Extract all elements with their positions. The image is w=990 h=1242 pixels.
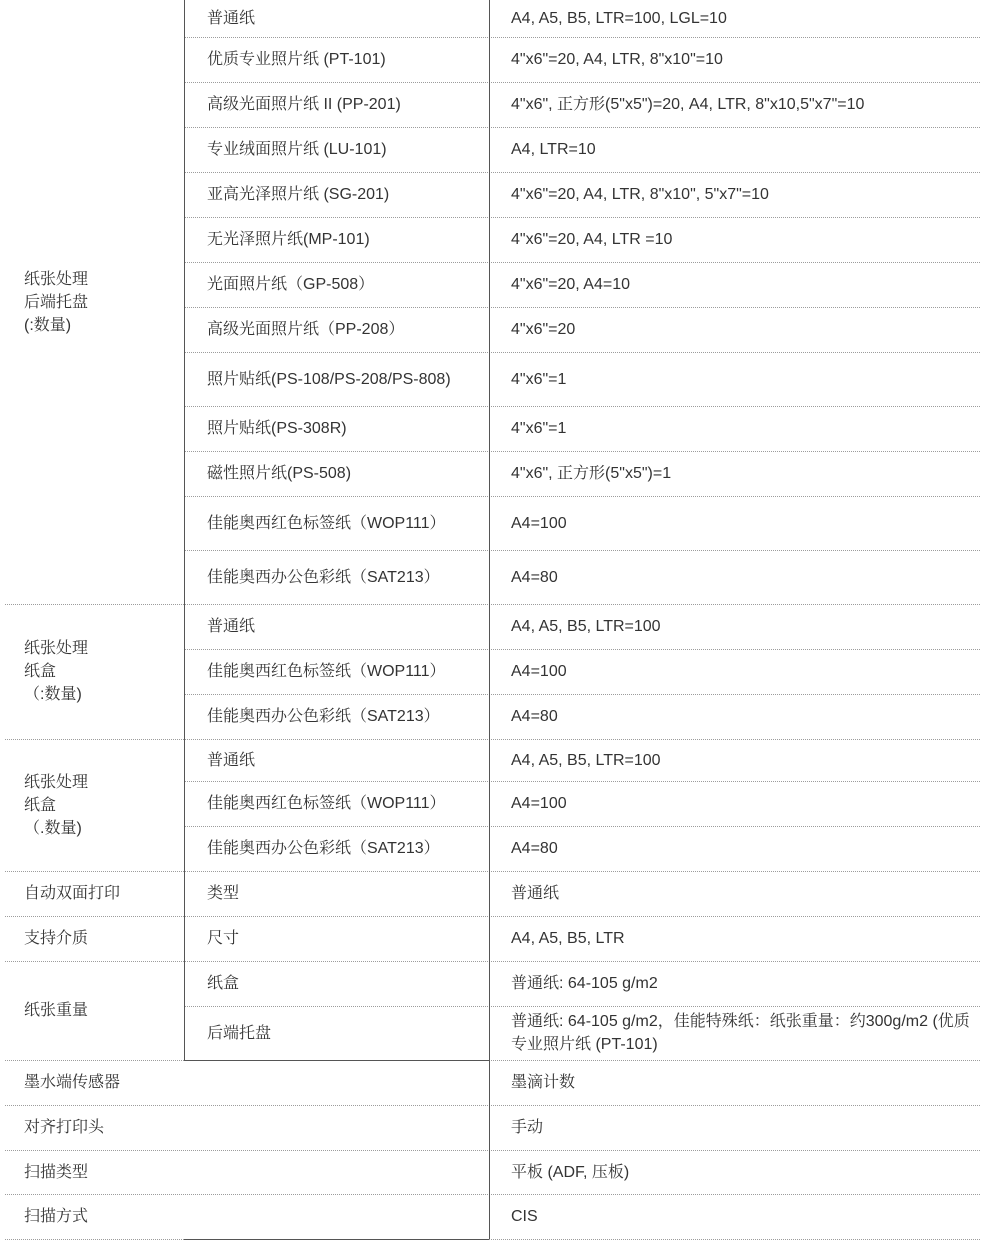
value-cell — [489, 82, 980, 127]
group-label-line: 纸张处理 — [24, 270, 89, 288]
item-cell — [184, 82, 489, 127]
item-cell-text: 佳能奥西办公色彩纸（SAT213） — [207, 708, 440, 725]
group-label-line: 支持介质 — [24, 930, 89, 947]
value-cell-text: A4=100 — [511, 514, 567, 532]
item-cell-text: 后端托盘 — [207, 1024, 272, 1042]
item-cell-text: 佳能奥西红色标签纸（WOP111） — [207, 795, 446, 812]
item-cell-text: 照片贴纸(PS-308R) — [207, 420, 347, 437]
item-cell — [184, 262, 489, 307]
value-cell — [489, 1105, 980, 1150]
value-cell — [489, 37, 980, 82]
col-divider — [184, 604, 185, 739]
item-cell — [184, 451, 489, 496]
item-cell — [184, 871, 489, 916]
value-cell — [489, 550, 980, 604]
value-cell — [489, 739, 980, 781]
value-cell — [489, 1150, 980, 1194]
col-divider-main — [489, 0, 490, 1239]
value-cell — [489, 649, 980, 694]
item-cell-text: 佳能奥西红色标签纸（WOP111） — [207, 514, 446, 532]
value-cell — [489, 0, 980, 37]
item-cell — [184, 694, 489, 739]
item-cell — [184, 961, 489, 1006]
item-cell — [184, 172, 489, 217]
item-cell-text: 照片贴纸(PS-108/PS-208/PS-808) — [207, 370, 451, 388]
item-cell — [184, 916, 489, 961]
group-label-line: 自动双面打印 — [24, 885, 121, 902]
value-cell — [489, 781, 980, 826]
value-cell — [489, 217, 980, 262]
item-cell — [184, 781, 489, 826]
group-label-line: 纸张处理 — [24, 640, 89, 657]
col-divider — [184, 961, 185, 1060]
value-cell — [489, 127, 980, 172]
value-cell-text: A4=100 — [511, 795, 567, 812]
group-label-lines — [24, 882, 120, 905]
value-cell-text: 4"x6"=20, A4, LTR, 8"x10"=10 — [511, 51, 723, 68]
label-cell — [5, 1060, 489, 1105]
value-cell-text: A4, LTR=10 — [511, 141, 596, 158]
value-cell — [489, 871, 980, 916]
item-cell-text: 高级光面照片纸 II (PP-201) — [207, 96, 401, 113]
value-cell — [489, 406, 980, 451]
item-cell — [184, 37, 489, 82]
value-cell-text: 普通纸: 64-105 g/m2 — [511, 975, 658, 992]
group-label-line: （.数量) — [24, 819, 82, 837]
group-label-lines — [24, 999, 88, 1022]
col-divider — [184, 0, 185, 604]
value-cell-text: 4"x6"=20 — [511, 321, 576, 338]
value-cell-text: 4"x6", 正方形(5"x5")=1 — [511, 465, 672, 482]
item-cell — [184, 496, 489, 550]
value-cell-text: 普通纸: 64-105 g/m2，佳能特殊纸：纸张重量：约300g/m2 (优质专业照片纸 (PT-101) — [511, 1013, 970, 1053]
value-cell — [489, 961, 980, 1006]
value-cell-text: A4, A5, B5, LTR=100, LGL=10 — [511, 10, 727, 27]
value-cell-text: 4"x6"=1 — [511, 370, 567, 388]
item-cell-text: 普通纸 — [207, 10, 256, 27]
item-cell — [184, 739, 489, 781]
value-cell-text: A4=80 — [511, 840, 558, 857]
col-divider — [184, 739, 185, 871]
row-divider — [5, 1239, 980, 1240]
group-label — [5, 0, 184, 604]
value-cell-text: 普通纸 — [511, 885, 560, 902]
item-cell — [184, 217, 489, 262]
group-label-line: （:数量) — [24, 686, 82, 703]
col-divider — [184, 871, 185, 916]
label-cell-text: 扫描方式 — [24, 1208, 89, 1225]
item-cell — [184, 1006, 489, 1060]
item-cell — [184, 0, 489, 37]
value-cell-text: CIS — [511, 1208, 538, 1225]
group-label — [5, 961, 184, 1060]
item-cell-text: 普通纸 — [207, 751, 256, 769]
value-cell — [489, 352, 980, 406]
value-cell — [489, 496, 980, 550]
label-cell-text: 扫描类型 — [24, 1163, 89, 1181]
value-cell-text: A4, A5, B5, LTR=100 — [511, 751, 661, 769]
item-cell-text: 佳能奥西办公色彩纸（SAT213） — [207, 840, 440, 857]
label-cell — [5, 1105, 489, 1150]
item-cell — [184, 649, 489, 694]
item-cell-text: 光面照片纸（GP-508） — [207, 276, 375, 293]
value-cell-text: 4"x6"=20, A4=10 — [511, 276, 631, 293]
value-cell — [489, 916, 980, 961]
value-cell-text: 4"x6", 正方形(5"x5")=20, A4, LTR, 8"x10,5"x7"=10 — [511, 96, 865, 113]
value-cell — [489, 172, 980, 217]
label-cell — [5, 1150, 489, 1194]
item-cell-text: 优质专业照片纸 (PT-101) — [207, 51, 386, 68]
group-label-lines — [24, 771, 88, 840]
item-cell-text: 高级光面照片纸（PP-208） — [207, 321, 405, 338]
value-cell-text: A4, A5, B5, LTR — [511, 930, 625, 947]
item-cell-text: 尺寸 — [207, 930, 240, 947]
item-cell — [184, 826, 489, 871]
group-label-lines — [24, 927, 88, 950]
value-cell — [489, 604, 980, 649]
value-cell — [489, 262, 980, 307]
item-cell-text: 佳能奥西红色标签纸（WOP111） — [207, 663, 446, 680]
item-cell — [184, 307, 489, 352]
value-cell-text: 4"x6"=1 — [511, 420, 567, 437]
item-cell-text: 纸盒 — [207, 975, 240, 992]
section-divider — [184, 1060, 489, 1061]
value-cell-text: A4=80 — [511, 708, 558, 725]
value-cell-text: 墨滴计数 — [511, 1074, 576, 1091]
group-label-lines — [24, 637, 88, 706]
item-cell-text: 普通纸 — [207, 618, 256, 635]
group-label-line: 后端托盘 — [24, 293, 89, 311]
value-cell-text: A4=100 — [511, 663, 567, 680]
value-cell — [489, 694, 980, 739]
group-label-line: 纸张重量 — [24, 1002, 89, 1019]
value-cell — [489, 1194, 980, 1239]
group-label — [5, 916, 184, 961]
value-cell-text: 手动 — [511, 1119, 544, 1136]
label-cell-text: 对齐打印头 — [24, 1119, 105, 1136]
item-cell — [184, 604, 489, 649]
item-cell-text: 磁性照片纸(PS-508) — [207, 465, 352, 482]
label-cell — [5, 1194, 489, 1239]
group-label-line: (:数量) — [24, 316, 72, 334]
value-cell-text: 4"x6"=20, A4, LTR =10 — [511, 231, 673, 248]
item-cell — [184, 406, 489, 451]
item-cell — [184, 352, 489, 406]
group-label — [5, 604, 184, 739]
value-cell — [489, 1006, 980, 1060]
value-cell — [489, 307, 980, 352]
value-cell — [489, 1060, 980, 1105]
group-label-line: 纸张处理 — [24, 773, 89, 791]
item-cell — [184, 550, 489, 604]
group-label — [5, 871, 184, 916]
item-cell-text: 专业绒面照片纸 (LU-101) — [207, 141, 387, 158]
group-label-lines — [24, 268, 88, 337]
item-cell-text: 亚高光泽照片纸 (SG-201) — [207, 186, 390, 203]
item-cell — [184, 127, 489, 172]
group-label — [5, 739, 184, 871]
value-cell-text: A4=80 — [511, 568, 558, 586]
group-label-line: 纸盒 — [24, 796, 57, 814]
label-cell-text: 墨水端传感器 — [24, 1074, 121, 1091]
value-cell-text: 4"x6"=20, A4, LTR, 8"x10", 5"x7"=10 — [511, 186, 769, 203]
table-bottom — [184, 1239, 489, 1240]
value-cell-text: A4, A5, B5, LTR=100 — [511, 618, 661, 635]
value-cell — [489, 451, 980, 496]
item-cell-text: 类型 — [207, 885, 240, 902]
group-label-line: 纸盒 — [24, 663, 57, 680]
value-cell-text: 平板 (ADF, 压板) — [511, 1163, 630, 1181]
item-cell-text: 佳能奥西办公色彩纸（SAT213） — [207, 568, 440, 586]
value-cell — [489, 826, 980, 871]
col-divider — [184, 916, 185, 961]
item-cell-text: 无光泽照片纸(MP-101) — [207, 231, 370, 248]
